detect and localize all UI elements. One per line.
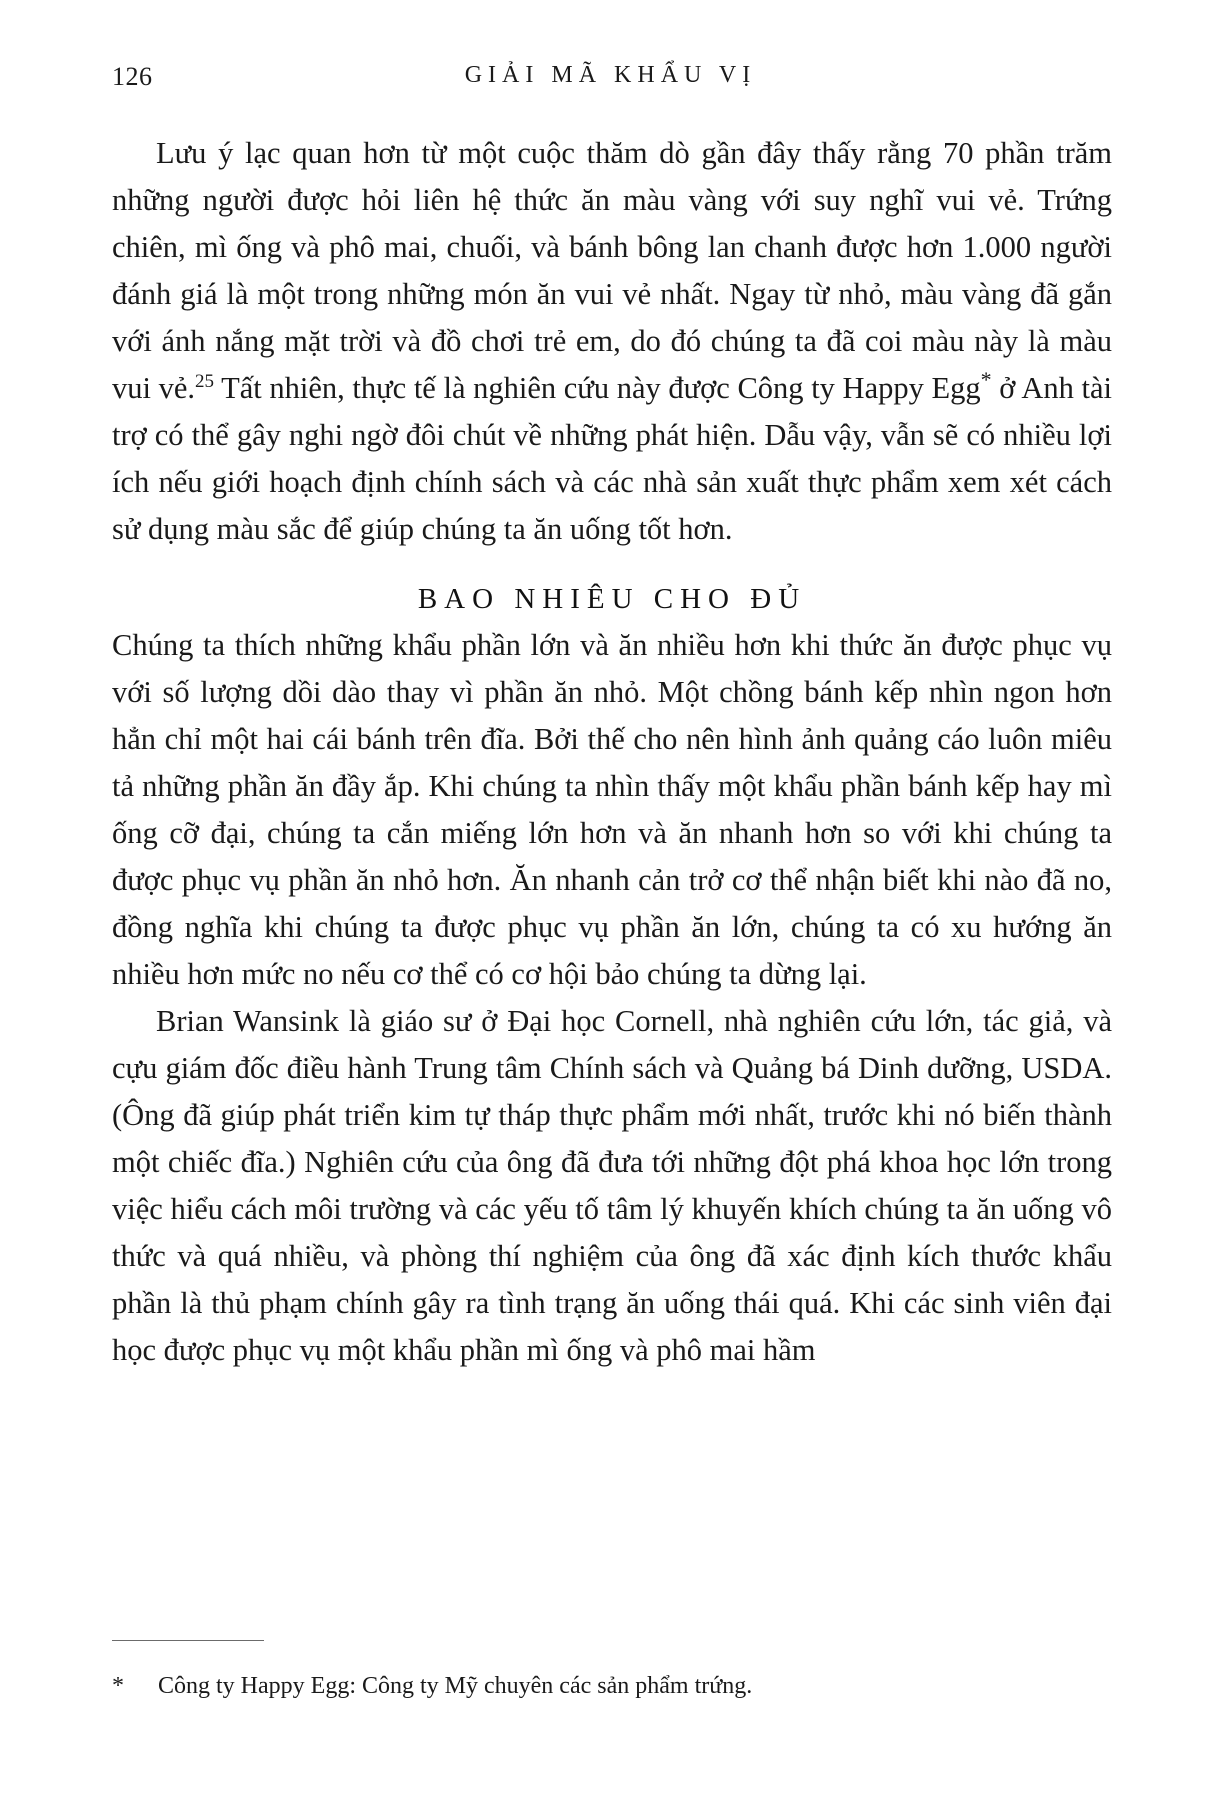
page-content	[112, 130, 1112, 1374]
page-number: 126	[112, 62, 153, 91]
paragraph-1-end: ở Anh tài trợ có thể gây nghi ngờ đôi chút về những phát hiện. Dẫu vậy, vẫn sẽ có nhiều lợi ích nếu giới hoạch định chính sách và các nhà sản xuất thực phẩm xem xét cách sử dụng màu sắc để giúp chúng ta ăn uống tốt hơn.	[112, 371, 1112, 546]
footnote-divider	[112, 1640, 264, 1641]
footnote-ref-asterisk: *	[980, 366, 992, 392]
paragraph-3: Brian Wansink là giáo sư ở Đại học Cornell, nhà nghiên cứu lớn, tác giả, và cựu giám đốc điều hành Trung tâm Chính sách và Quảng bá Dinh dưỡng, USDA. (Ông đã giúp phát triển kim tự tháp thực phẩm mới nhất, trước khi nó biến thành một chiếc đĩa.) Nghiên cứu của ông đã đưa tới những đột phá khoa học lớn trong việc hiểu cách môi trường và các yếu tố tâm lý khuyến khích chúng ta ăn uống vô thức và quá nhiều, và phòng thí nghiệm của ông đã xác định kích thước khẩu phần là thủ phạm chính gây ra tình trạng ăn uống thái quá. Khi các sinh viên đại học được phục vụ một khẩu phần mì ống và phô mai hầm	[112, 1004, 1112, 1367]
paragraph-1-text: Lưu ý lạc quan hơn từ một cuộc thăm dò gần đây thấy rằng 70 phần trăm những người được hỏi liên hệ thức ăn màu vàng với suy nghĩ vui vẻ. Trứng chiên, mì ống và phô mai, chuối, và bánh bông lan chanh được hơn 1.000 người đánh giá là một trong những món ăn vui vẻ nhất. Ngay từ nhỏ, màu vàng đã gắn với ánh nắng mặt trời và đồ chơi trẻ em, do đó chúng ta đã coi màu này là màu vui vẻ.	[112, 136, 1112, 405]
paragraph-1-continued: Tất nhiên, thực tế là nghiên cứu này được Công ty Happy Egg	[214, 371, 981, 405]
footnote-area	[112, 1640, 1112, 1703]
footnote-text: Công ty Happy Egg: Công ty Mỹ chuyên các sản phẩm trứng.	[158, 1673, 753, 1699]
paragraph-1	[112, 130, 1112, 553]
book-title-header: GIẢI MÃ KHẨU VỊ	[464, 62, 757, 88]
section-heading: BAO NHIÊU CHO ĐỦ	[417, 583, 807, 615]
running-head	[112, 62, 1109, 96]
endnote-ref-25: 25	[195, 370, 215, 392]
paragraph-2: Chúng ta thích những khẩu phần lớn và ăn nhiều hơn khi thức ăn được phục vụ với số lượng dồi dào thay vì phần ăn nhỏ. Một chồng bánh kếp nhìn ngon hơn hẳn chỉ một hai cái bánh trên đĩa. Bởi thế cho nên hình ảnh quảng cáo luôn miêu tả những phần ăn đầy ắp. Khi chúng ta nhìn thấy một khẩu phần bánh kếp hay mì ống cỡ đại, chúng ta cắn miếng lớn hơn và ăn nhanh hơn so với khi chúng ta được phục vụ phần ăn nhỏ hơn. Ăn nhanh cản trở cơ thể nhận biết khi nào đã no, đồng nghĩa khi chúng ta được phục vụ phần ăn lớn, chúng ta có xu hướng ăn nhiều hơn mức no nếu cơ thể có cơ hội bảo chúng ta dừng lại.	[112, 628, 1112, 991]
footnote	[112, 1669, 1112, 1703]
footnote-marker: *	[112, 1673, 124, 1699]
